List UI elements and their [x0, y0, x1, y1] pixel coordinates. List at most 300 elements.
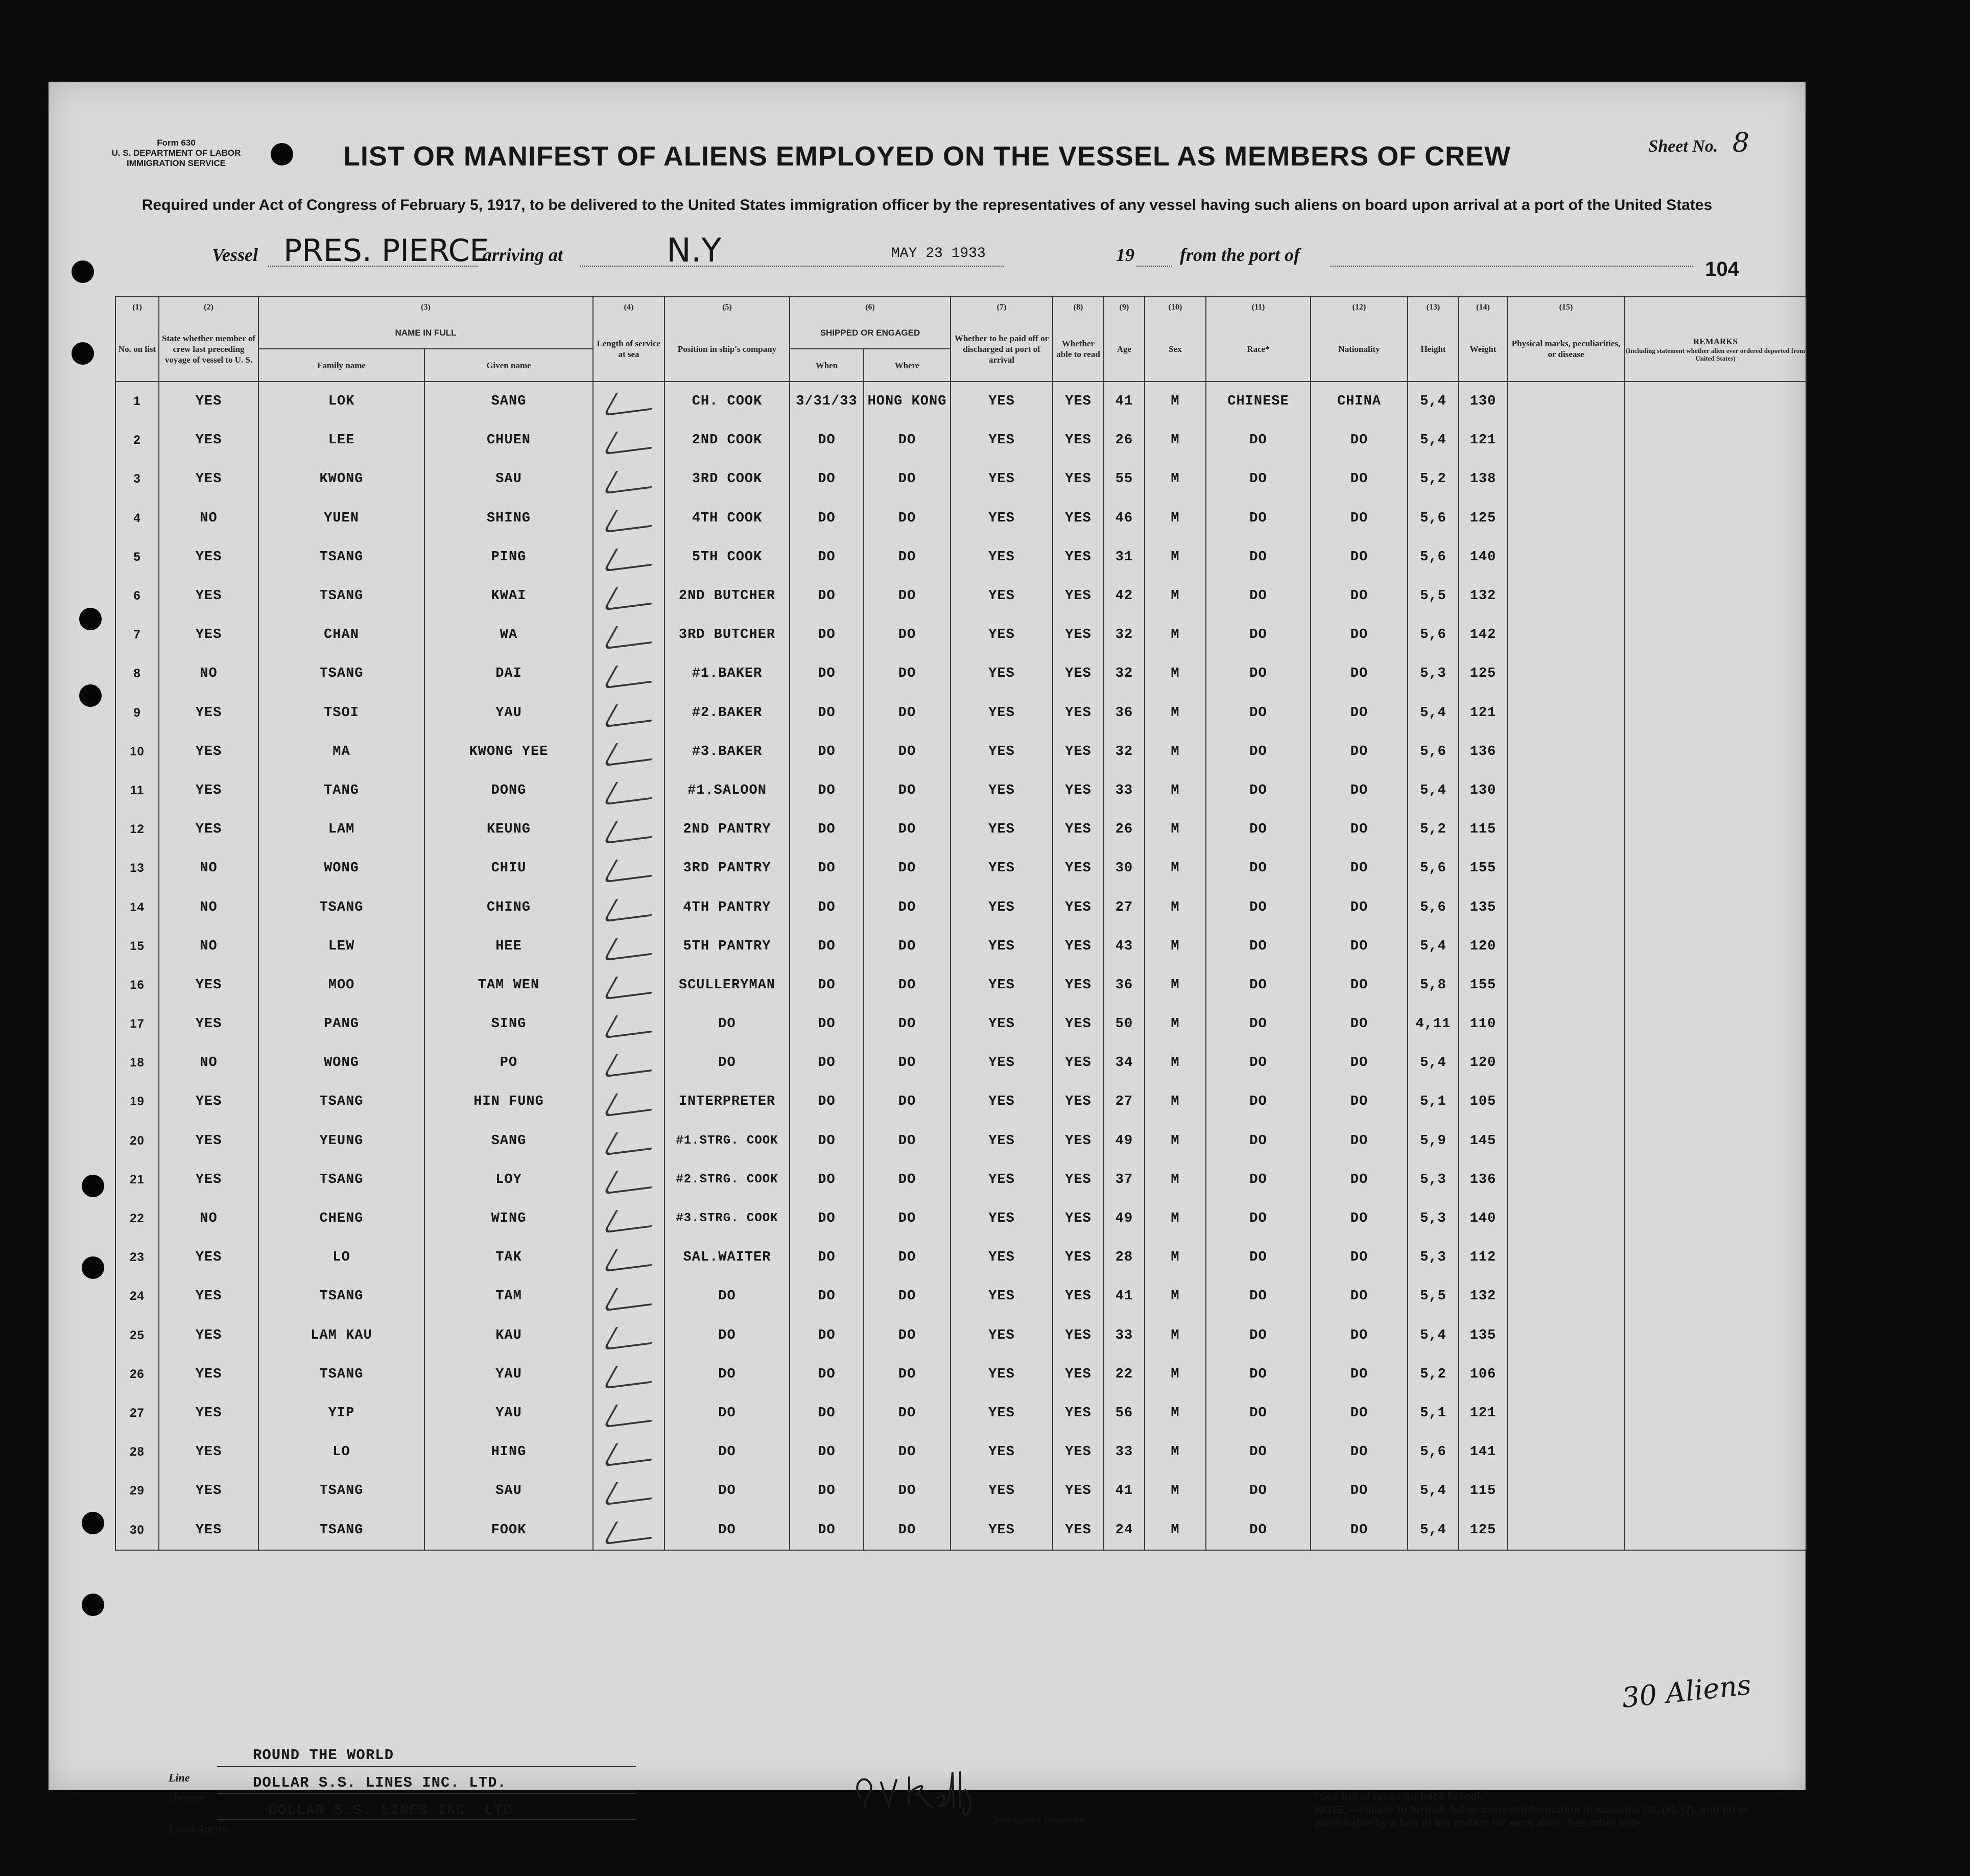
sex: M	[1145, 1394, 1206, 1433]
sex: M	[1145, 1510, 1206, 1550]
sex: M	[1145, 1355, 1206, 1394]
remarks	[1625, 1238, 1806, 1277]
sex: M	[1145, 460, 1206, 498]
remarks	[1625, 1433, 1806, 1471]
paid-off: YES	[951, 966, 1053, 1005]
race: DO	[1206, 849, 1311, 888]
service-tick	[593, 615, 664, 654]
col-num: (12)	[1311, 297, 1408, 317]
able-to-read: YES	[1053, 1471, 1104, 1510]
sex: M	[1145, 1238, 1206, 1277]
nationality: DO	[1311, 1316, 1408, 1355]
family-name: TSANG	[258, 1471, 424, 1510]
service-tick	[593, 694, 664, 732]
height: 5,6	[1408, 888, 1459, 927]
race: DO	[1206, 1122, 1311, 1160]
physical-marks	[1507, 1160, 1625, 1199]
able-to-read: YES	[1053, 966, 1104, 1005]
family-name: YEUNG	[258, 1122, 424, 1160]
given-name: WING	[424, 1199, 593, 1238]
height: 5,2	[1408, 460, 1459, 498]
weight: 115	[1459, 1471, 1507, 1510]
position: #2.BAKER	[664, 694, 790, 732]
form-identifier: Form 630 U. S. DEPARTMENT OF LABOR IMMIGRATION SERVICE	[111, 138, 241, 168]
paid-off: YES	[951, 1238, 1053, 1277]
able-to-read: YES	[1053, 732, 1104, 771]
shipped-where: DO	[864, 810, 951, 849]
prev-voyage: YES	[159, 538, 258, 577]
col-num: (7)	[951, 297, 1053, 317]
column-header-row	[115, 317, 1806, 349]
race: DO	[1206, 771, 1311, 810]
row-number: 30	[115, 1510, 159, 1550]
family-name: CHAN	[258, 615, 424, 654]
line-value: ROUND THE WORLD	[253, 1747, 394, 1764]
age: 28	[1104, 1238, 1145, 1277]
shipped-when: DO	[790, 1005, 864, 1043]
row-number: 18	[115, 1043, 159, 1082]
weight: 125	[1459, 499, 1507, 538]
position: 3RD PANTRY	[664, 849, 790, 888]
given-name: LOY	[424, 1160, 593, 1199]
family-name: YIP	[258, 1394, 424, 1433]
weight: 145	[1459, 1122, 1507, 1160]
age: 36	[1104, 966, 1145, 1005]
family-name: TSANG	[258, 1082, 424, 1121]
nationality: DO	[1311, 538, 1408, 577]
paid-off: YES	[951, 499, 1053, 538]
physical-marks	[1507, 927, 1625, 966]
col-num: (4)	[593, 297, 664, 317]
service-tick	[593, 1277, 664, 1316]
age: 26	[1104, 810, 1145, 849]
arriving-port: N.Y	[667, 232, 722, 270]
service-tick	[593, 1238, 664, 1277]
nationality: DO	[1311, 1471, 1408, 1510]
sheet-number-value: 8	[1732, 128, 1749, 158]
paid-off: YES	[951, 810, 1053, 849]
nationality: DO	[1311, 732, 1408, 771]
remarks	[1625, 615, 1806, 654]
shipped-when: DO	[790, 1471, 864, 1510]
shipped-when: DO	[790, 810, 864, 849]
service-tick	[593, 966, 664, 1005]
binder-hole	[82, 1175, 104, 1197]
paid-off: YES	[951, 888, 1053, 927]
col-num: (15)	[1507, 297, 1625, 317]
remarks	[1625, 1355, 1806, 1394]
position: SAL.WAITER	[664, 1238, 790, 1277]
shipped-when: DO	[790, 654, 864, 693]
table-row	[115, 1238, 1806, 1277]
race: DO	[1206, 1238, 1311, 1277]
able-to-read: YES	[1053, 888, 1104, 927]
binder-hole	[79, 684, 102, 707]
able-to-read: YES	[1053, 1355, 1104, 1394]
sex: M	[1145, 1433, 1206, 1471]
physical-marks	[1507, 460, 1625, 498]
nationality: DO	[1311, 1277, 1408, 1316]
table-row	[115, 460, 1806, 498]
height: 5,3	[1408, 1160, 1459, 1199]
service-tick	[593, 499, 664, 538]
given-name: SANG	[424, 1122, 593, 1160]
remarks	[1625, 1316, 1806, 1355]
shipped-when: DO	[790, 1355, 864, 1394]
able-to-read: YES	[1053, 1082, 1104, 1121]
shipped-where: DO	[864, 1082, 951, 1121]
header-nationality: Nationality	[1311, 317, 1408, 382]
shipped-when: DO	[790, 460, 864, 498]
paid-off: YES	[951, 1355, 1053, 1394]
header-shipped: SHIPPED OR ENGAGED	[790, 317, 951, 349]
weight: 132	[1459, 1277, 1507, 1316]
prev-voyage: YES	[159, 615, 258, 654]
remarks	[1625, 460, 1806, 498]
vessel-label: Vessel	[212, 245, 258, 265]
family-name: TSANG	[258, 1510, 424, 1550]
position: #1.BAKER	[664, 654, 790, 693]
sex: M	[1145, 1005, 1206, 1043]
physical-marks	[1507, 1316, 1625, 1355]
physical-marks	[1507, 1394, 1625, 1433]
age: 37	[1104, 1160, 1145, 1199]
age: 36	[1104, 694, 1145, 732]
family-name: TSANG	[258, 538, 424, 577]
race: DO	[1206, 1082, 1311, 1121]
family-name: MOO	[258, 966, 424, 1005]
shipped-where: DO	[864, 732, 951, 771]
position: DO	[664, 1355, 790, 1394]
weight: 112	[1459, 1238, 1507, 1277]
row-number: 16	[115, 966, 159, 1005]
position: #3.BAKER	[664, 732, 790, 771]
shipped-where: DO	[864, 888, 951, 927]
race: DO	[1206, 1355, 1311, 1394]
row-number: 6	[115, 577, 159, 615]
race: DO	[1206, 1043, 1311, 1082]
prev-voyage: YES	[159, 771, 258, 810]
shipped-when: DO	[790, 1199, 864, 1238]
paid-off: YES	[951, 1005, 1053, 1043]
race: DO	[1206, 499, 1311, 538]
header-height: Height	[1408, 317, 1459, 382]
sex: M	[1145, 771, 1206, 810]
physical-marks	[1507, 732, 1625, 771]
shipped-when: DO	[790, 694, 864, 732]
able-to-read: YES	[1053, 1122, 1104, 1160]
weight: 140	[1459, 538, 1507, 577]
row-number: 29	[115, 1471, 159, 1510]
header-no: No. on list	[115, 317, 159, 382]
age: 46	[1104, 499, 1145, 538]
owners-label: Owners	[169, 1791, 204, 1803]
shipped-when: DO	[790, 1160, 864, 1199]
table-row	[115, 849, 1806, 888]
given-name: KEUNG	[424, 810, 593, 849]
page-title: LIST OR MANIFEST OF ALIENS EMPLOYED ON THE VESSEL AS MEMBERS OF CREW	[343, 141, 1511, 172]
prev-voyage: YES	[159, 1277, 258, 1316]
age: 32	[1104, 654, 1145, 693]
sex: M	[1145, 1471, 1206, 1510]
table-row	[115, 1471, 1806, 1510]
remarks	[1625, 927, 1806, 966]
paid-off: YES	[951, 1122, 1053, 1160]
aliens-count-note: 30 Aliens	[1620, 1668, 1753, 1715]
line-label: Line	[169, 1771, 190, 1784]
race: DO	[1206, 1199, 1311, 1238]
remarks	[1625, 1122, 1806, 1160]
position: 5TH COOK	[664, 538, 790, 577]
position: DO	[664, 1433, 790, 1471]
given-name: DAI	[424, 654, 593, 693]
header-given-name: Given name	[424, 349, 593, 382]
prev-voyage: YES	[159, 382, 258, 421]
given-name: PING	[424, 538, 593, 577]
family-name: KWONG	[258, 460, 424, 498]
physical-marks	[1507, 1122, 1625, 1160]
nationality: DO	[1311, 1510, 1408, 1550]
given-name: SAU	[424, 460, 593, 498]
header-prev-voyage: State whether member of crew last preceding voyage of vessel to U. S.	[159, 317, 258, 382]
binder-hole	[72, 260, 94, 283]
row-number: 10	[115, 732, 159, 771]
age: 22	[1104, 1355, 1145, 1394]
physical-marks	[1507, 615, 1625, 654]
nationality: DO	[1311, 1394, 1408, 1433]
shipped-where: DO	[864, 694, 951, 732]
shipped-where: DO	[864, 1238, 951, 1277]
paid-off: YES	[951, 421, 1053, 460]
sex: M	[1145, 888, 1206, 927]
weight: 106	[1459, 1355, 1507, 1394]
header-race: Race*	[1206, 317, 1311, 382]
service-tick	[593, 1355, 664, 1394]
shipped-when: DO	[790, 849, 864, 888]
paid-off: YES	[951, 849, 1053, 888]
header-length-service: Length of service at sea	[593, 317, 664, 382]
height: 5,9	[1408, 1122, 1459, 1160]
race: DO	[1206, 694, 1311, 732]
weight: 155	[1459, 966, 1507, 1005]
table-row	[115, 1316, 1806, 1355]
shipped-where: DO	[864, 1277, 951, 1316]
able-to-read: YES	[1053, 771, 1104, 810]
table-row	[115, 1005, 1806, 1043]
prev-voyage: YES	[159, 1394, 258, 1433]
shipped-when: DO	[790, 615, 864, 654]
sex: M	[1145, 927, 1206, 966]
header-able-read: Whether able to read	[1053, 317, 1104, 382]
weight: 110	[1459, 1005, 1507, 1043]
age: 27	[1104, 888, 1145, 927]
crew-rows	[115, 382, 1806, 1550]
prev-voyage: NO	[159, 927, 258, 966]
age: 43	[1104, 927, 1145, 966]
paid-off: YES	[951, 1277, 1053, 1316]
nationality: DO	[1311, 771, 1408, 810]
nationality: DO	[1311, 888, 1408, 927]
row-number: 7	[115, 615, 159, 654]
col-num: (9)	[1104, 297, 1145, 317]
able-to-read: YES	[1053, 849, 1104, 888]
position: #1.SALOON	[664, 771, 790, 810]
table-row	[115, 1510, 1806, 1550]
nationality: CHINA	[1311, 382, 1408, 421]
paid-off: YES	[951, 1316, 1053, 1355]
family-name: CHENG	[258, 1199, 424, 1238]
race: DO	[1206, 1277, 1311, 1316]
given-name: SING	[424, 1005, 593, 1043]
prev-voyage: NO	[159, 1043, 258, 1082]
table-row	[115, 732, 1806, 771]
header-when: When	[790, 349, 864, 382]
weight: 120	[1459, 1043, 1507, 1082]
family-name: WONG	[258, 849, 424, 888]
manifest-sheet	[49, 82, 1806, 1835]
col-num: (5)	[664, 297, 790, 317]
col-num: (14)	[1459, 297, 1507, 317]
inspector-signature	[845, 1762, 978, 1818]
race: CHINESE	[1206, 382, 1311, 421]
race: DO	[1206, 1510, 1311, 1550]
family-name: PANG	[258, 1005, 424, 1043]
weight: 125	[1459, 1510, 1507, 1550]
height: 5,1	[1408, 1394, 1459, 1433]
sex: M	[1145, 1043, 1206, 1082]
table-row	[115, 1122, 1806, 1160]
age: 49	[1104, 1199, 1145, 1238]
remarks	[1625, 1005, 1806, 1043]
family-name: YUEN	[258, 499, 424, 538]
able-to-read: YES	[1053, 1394, 1104, 1433]
height: 5,4	[1408, 927, 1459, 966]
race: DO	[1206, 1471, 1311, 1510]
height: 5,6	[1408, 849, 1459, 888]
service-tick	[593, 1082, 664, 1121]
binder-hole	[72, 342, 94, 365]
shipped-when: DO	[790, 1433, 864, 1471]
shipped-when: DO	[790, 1394, 864, 1433]
shipped-when: DO	[790, 1316, 864, 1355]
remarks	[1625, 966, 1806, 1005]
race: DO	[1206, 577, 1311, 615]
height: 5,6	[1408, 499, 1459, 538]
weight: 136	[1459, 1160, 1507, 1199]
header-position: Position in ship's company	[664, 317, 790, 382]
paid-off: YES	[951, 1471, 1053, 1510]
paid-off: YES	[951, 1394, 1053, 1433]
remarks	[1625, 1082, 1806, 1121]
table-row	[115, 538, 1806, 577]
note-penalty: NOTE.—Failure to furnish full or correct information in columns (3), (6), (7), and (8) is punishable by a fine of ten dollars for each alien. See other side.	[1315, 1804, 1747, 1829]
family-name: TSANG	[258, 577, 424, 615]
row-number: 25	[115, 1316, 159, 1355]
position: DO	[664, 1471, 790, 1510]
physical-marks	[1507, 771, 1625, 810]
race: DO	[1206, 615, 1311, 654]
shipped-where: DO	[864, 1394, 951, 1433]
age: 32	[1104, 615, 1145, 654]
header-physical-marks: Physical marks, peculiarities, or disease	[1507, 317, 1625, 382]
physical-marks	[1507, 694, 1625, 732]
height: 5,4	[1408, 382, 1459, 421]
position: #3.STRG. COOK	[664, 1199, 790, 1238]
remarks	[1625, 1471, 1806, 1510]
agents-label: Local Agents	[169, 1822, 229, 1835]
family-name: LEE	[258, 421, 424, 460]
family-name: LO	[258, 1433, 424, 1471]
prev-voyage: YES	[159, 1082, 258, 1121]
position: #2.STRG. COOK	[664, 1160, 790, 1199]
service-tick	[593, 421, 664, 460]
nationality: DO	[1311, 1355, 1408, 1394]
prev-voyage: YES	[159, 1471, 258, 1510]
date-stamp: MAY 23 1933	[891, 246, 986, 262]
family-name: LOK	[258, 382, 424, 421]
nationality: DO	[1311, 1160, 1408, 1199]
table-row	[115, 577, 1806, 615]
row-number: 23	[115, 1238, 159, 1277]
table-row	[115, 1277, 1806, 1316]
row-number: 4	[115, 499, 159, 538]
given-name: KWAI	[424, 577, 593, 615]
physical-marks	[1507, 1510, 1625, 1550]
nationality: DO	[1311, 654, 1408, 693]
table-row	[115, 966, 1806, 1005]
row-number: 24	[115, 1277, 159, 1316]
given-name: FOOK	[424, 1510, 593, 1550]
prev-voyage: YES	[159, 1433, 258, 1471]
position: DO	[664, 1043, 790, 1082]
age: 55	[1104, 460, 1145, 498]
col-num: (3)	[258, 297, 593, 317]
col-num: (2)	[159, 297, 258, 317]
physical-marks	[1507, 421, 1625, 460]
physical-marks	[1507, 538, 1625, 577]
paid-off: YES	[951, 615, 1053, 654]
remarks	[1625, 421, 1806, 460]
position: DO	[664, 1394, 790, 1433]
nationality: DO	[1311, 615, 1408, 654]
service-tick	[593, 1433, 664, 1471]
prev-voyage: YES	[159, 732, 258, 771]
header-weight: Weight	[1459, 317, 1507, 382]
remarks	[1625, 382, 1806, 421]
page-subtitle: Required under Act of Congress of February 5, 1917, to be delivered to the United States immigration officer by the representatives of any vessel having such aliens on board upon arrival at a port of the United States	[141, 197, 1713, 213]
shipped-where: DO	[864, 1316, 951, 1355]
sex: M	[1145, 966, 1206, 1005]
sex: M	[1145, 810, 1206, 849]
sex: M	[1145, 1277, 1206, 1316]
position: 5TH PANTRY	[664, 927, 790, 966]
age: 41	[1104, 382, 1145, 421]
shipped-when: 3/31/33	[790, 382, 864, 421]
family-name: LO	[258, 1238, 424, 1277]
remarks-title: REMARKS	[1693, 336, 1738, 346]
given-name: TAM WEN	[424, 966, 593, 1005]
family-name: TSANG	[258, 1160, 424, 1199]
nationality: DO	[1311, 577, 1408, 615]
sex: M	[1145, 1199, 1206, 1238]
able-to-read: YES	[1053, 1238, 1104, 1277]
row-number: 20	[115, 1122, 159, 1160]
table-row	[115, 615, 1806, 654]
physical-marks	[1507, 1433, 1625, 1471]
sex: M	[1145, 849, 1206, 888]
service-tick	[593, 1160, 664, 1199]
position: 3RD COOK	[664, 460, 790, 498]
